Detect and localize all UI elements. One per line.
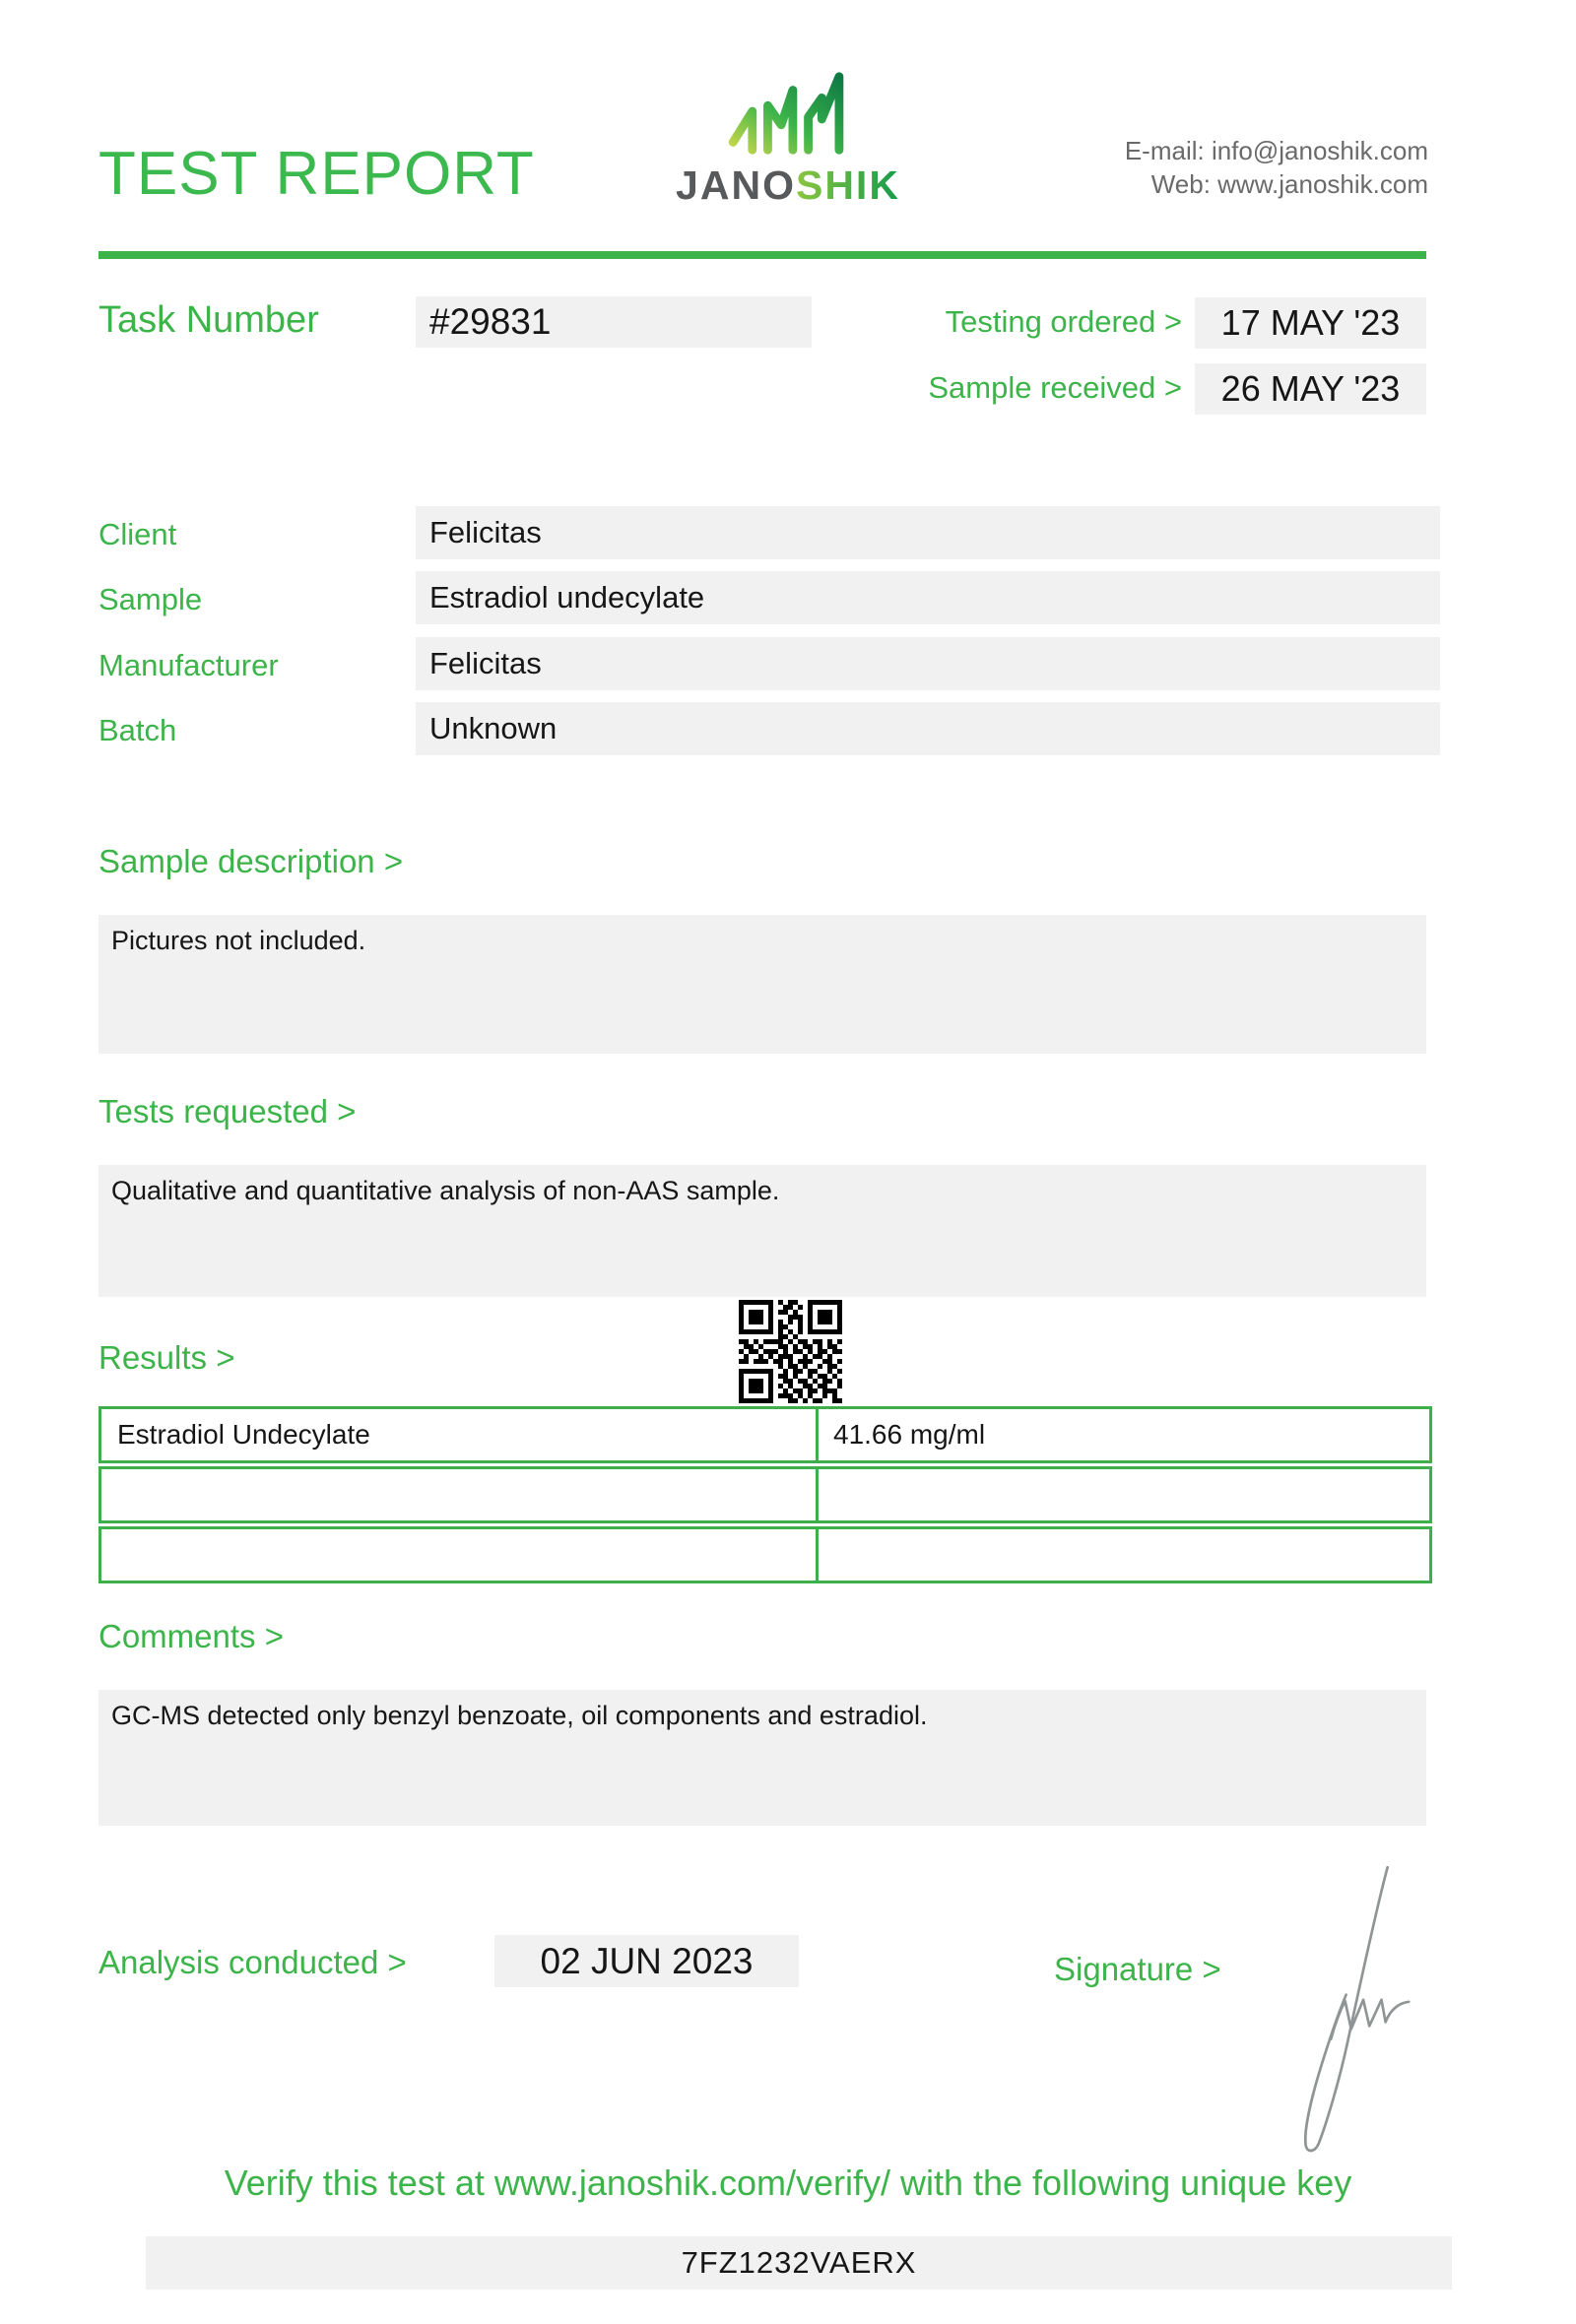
results-table-row: [98, 1466, 1432, 1523]
client-label: Client: [98, 517, 177, 551]
tests-requested-heading: Tests requested >: [98, 1093, 357, 1130]
analysis-conducted-value: 02 JUN 2023: [494, 1935, 799, 1987]
brand-logo: [662, 69, 914, 206]
signature-image: [1274, 1857, 1412, 2161]
sample-description-heading: Sample description >: [98, 843, 404, 879]
comments-heading: Comments >: [98, 1618, 284, 1654]
batch-label: Batch: [98, 713, 177, 747]
tests-requested-box: Qualitative and quantitative analysis of non-AAS sample.: [98, 1165, 1426, 1297]
brand-wordmark-right: SHIK: [795, 162, 900, 208]
result-value-cell: 41.66 mg/ml: [833, 1419, 986, 1450]
brand-wordmark-left: JANO: [676, 162, 796, 208]
chart-peaks-icon: [714, 69, 862, 161]
task-number-label: Task Number: [98, 299, 319, 341]
verify-key: 7FZ1232VAERX: [146, 2236, 1452, 2290]
sample-received-value: 26 MAY '23: [1195, 363, 1426, 415]
result-value-cell: [819, 1469, 1429, 1520]
verify-text: Verify this test at www.janoshik.com/verify/ with the following unique key: [224, 2163, 1352, 2203]
task-number-value: #29831: [416, 296, 812, 348]
sample-description-box: Pictures not included.: [98, 915, 1426, 1054]
result-name-cell: [101, 1469, 819, 1520]
manufacturer-label: Manufacturer: [98, 648, 279, 682]
manufacturer-value: Felicitas: [416, 637, 1440, 690]
client-value: Felicitas: [416, 506, 1440, 559]
batch-value: Unknown: [416, 702, 1440, 755]
qr-code: [739, 1300, 842, 1403]
contact-block: [1125, 134, 1428, 201]
sample-label: Sample: [98, 582, 203, 616]
result-name-cell: [101, 1529, 819, 1581]
comments-box: GC-MS detected only benzyl benzoate, oil components and estradiol.: [98, 1690, 1426, 1826]
contact-web: Web: www.janoshik.com: [1150, 169, 1428, 199]
header-divider: [98, 251, 1426, 259]
brand-wordmark: [662, 162, 914, 208]
testing-ordered-value: 17 MAY '23: [1195, 297, 1426, 349]
sample-value: Estradiol undecylate: [416, 571, 1440, 624]
sample-received-label: Sample received >: [928, 370, 1182, 405]
results-table-row: [98, 1526, 1432, 1583]
results-table-row: [98, 1406, 1432, 1463]
page-title: TEST REPORT: [98, 140, 535, 208]
analysis-conducted-label: Analysis conducted >: [98, 1944, 407, 1980]
signature-label: Signature >: [1054, 1951, 1221, 1987]
results-heading: Results >: [98, 1339, 235, 1376]
contact-email: E-mail: info@janoshik.com: [1124, 136, 1428, 165]
result-name-cell: Estradiol Undecylate: [101, 1409, 819, 1460]
result-value-cell: [819, 1529, 1429, 1581]
testing-ordered-label: Testing ordered >: [945, 304, 1182, 339]
